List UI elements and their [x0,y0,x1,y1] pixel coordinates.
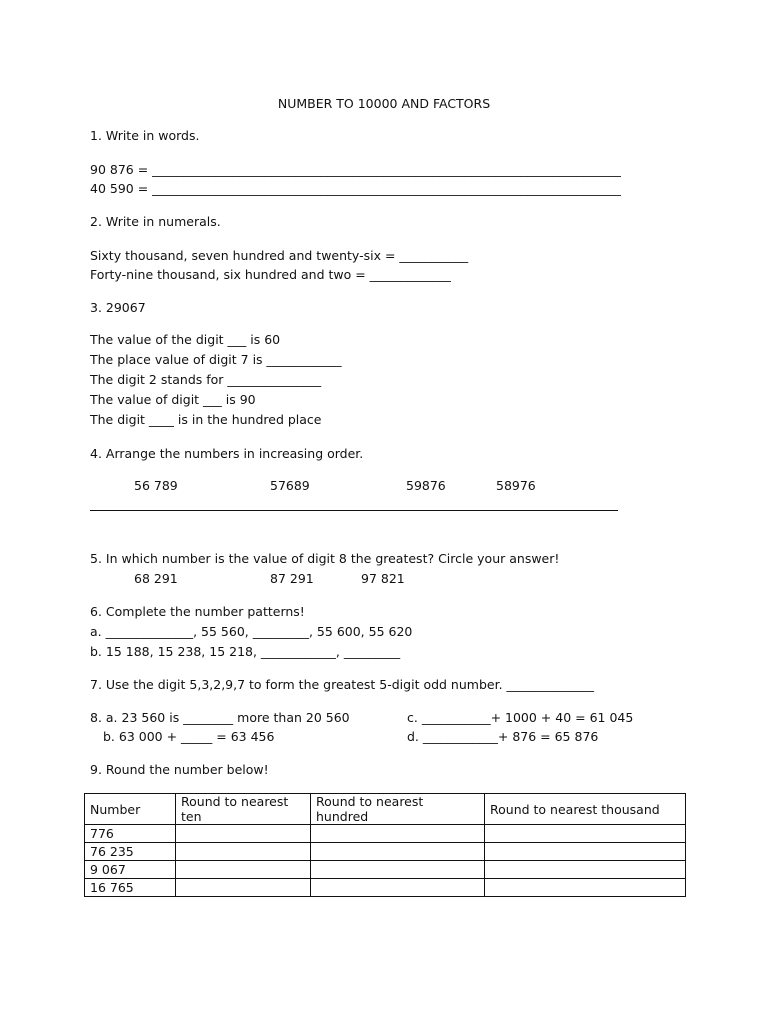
q7-text: 7. Use the digit 5,3,2,9,7 to form the greatest 5-digit odd number. ______________ [90,677,595,692]
q6-heading: 6. Complete the number patterns! [90,604,305,619]
row-number: 776 [85,825,176,843]
q1-line-2: 40 590 = ___________________________________________________________________________ [90,181,621,196]
answer-cell [311,879,485,897]
header-nearest-hundred: Round to nearest hundred [311,794,485,825]
q3-item-4: The value of digit ___ is 90 [90,392,256,407]
rounding-table [84,793,686,897]
row-number: 9 067 [85,861,176,879]
answer-cell [311,825,485,843]
q9-heading: 9. Round the number below! [90,762,269,777]
row-number: 16 765 [85,879,176,897]
q6-part-b: b. 15 188, 15 238, 15 218, ____________, _________ [90,644,401,659]
page-title: NUMBER TO 10000 AND FACTORS [277,96,491,111]
table-row [85,843,686,861]
q4-number-4: 58976 [496,478,536,493]
answer-cell [485,879,686,897]
q5-heading: 5. In which number is the value of digit 8 the greatest? Circle your answer! [90,551,560,566]
table-row [85,825,686,843]
q8-part-a: 8. a. 23 560 is ________ more than 20 560 [90,710,350,725]
q8-part-c: c. ___________+ 1000 + 40 = 61 045 [407,710,634,725]
q3-item-1: The value of the digit ___ is 60 [90,332,281,347]
q4-answer-line [90,510,618,511]
q5-number-3: 97 821 [361,571,405,586]
header-number: Number [85,794,176,825]
answer-cell [311,843,485,861]
table-row [85,861,686,879]
q4-heading: 4. Arrange the numbers in increasing order. [90,446,364,461]
q1-line-1: 90 876 = ___________________________________________________________________________ [90,162,621,177]
table-row [85,879,686,897]
header-nearest-thousand: Round to nearest thousand [485,794,686,825]
q6-part-a: a. ______________, 55 560, _________, 55 600, 55 620 [90,624,413,639]
table-header-row [85,794,686,825]
header-nearest-ten: Round to nearest ten [176,794,311,825]
q2-line-2: Forty-nine thousand, six hundred and two = _____________ [90,267,451,282]
answer-cell [485,861,686,879]
q1-heading: 1. Write in words. [90,128,200,143]
answer-cell [176,825,311,843]
q8-part-b: b. 63 000 + _____ = 63 456 [103,729,275,744]
q3-item-3: The digit 2 stands for _______________ [90,372,322,387]
q5-number-1: 68 291 [134,571,178,586]
answer-cell [485,843,686,861]
q3-item-5: The digit ____ is in the hundred place [90,412,322,427]
q4-number-2: 57689 [270,478,310,493]
q4-number-3: 59876 [406,478,446,493]
q2-heading: 2. Write in numerals. [90,214,221,229]
answer-cell [311,861,485,879]
answer-cell [176,879,311,897]
answer-cell [485,825,686,843]
q2-line-1: Sixty thousand, seven hundred and twenty-six = ___________ [90,248,469,263]
answer-cell [176,861,311,879]
q3-item-2: The place value of digit 7 is ____________ [90,352,342,367]
q5-number-2: 87 291 [270,571,314,586]
row-number: 76 235 [85,843,176,861]
q4-number-1: 56 789 [134,478,178,493]
q8-part-d: d. ____________+ 876 = 65 876 [407,729,599,744]
answer-cell [176,843,311,861]
q3-heading: 3. 29067 [90,300,146,315]
